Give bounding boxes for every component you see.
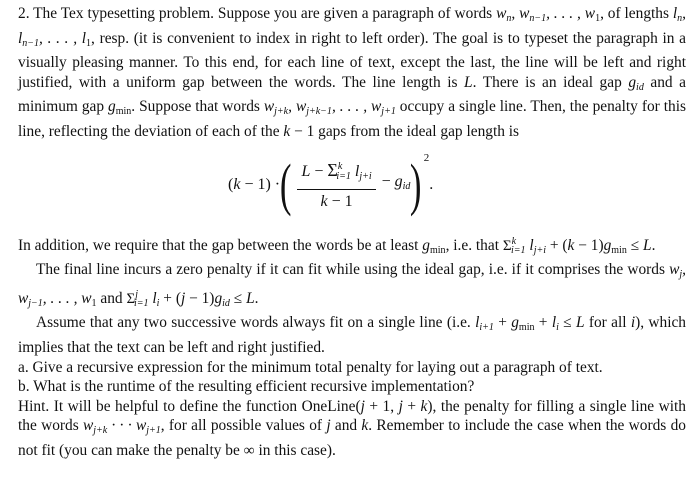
text-run: occupy a single line. Then, the penalty for this line, reflecting the deviation of each of the (18, 98, 686, 140)
text-run: in this case). (254, 441, 336, 459)
text-run: , for all possible values of (160, 417, 327, 435)
text-run: , of lengths (600, 5, 673, 22)
text-run: . Suppose that words (131, 98, 264, 116)
assumption-paragraph: Assume that any two successive words always fit on a single line (i.e. $l_{i+1} + g_{min} + l_i \le L$ for all i), which implies that the text can be left and right justified. (18, 314, 686, 356)
hint-paragraph: Hint. It will be helpful to define the function OneLine(j + 1, j + k), the penalty for filling a single line with the words $w_{j+k}$ · · · $w_{j+1}$, for all possible values of j and k. Remember to include the case when the words do not fit (you can make the penalty be ∞ in this case). (18, 397, 686, 459)
text-run: gaps from the ideal gap length is (314, 122, 520, 140)
text-run: and a minimum gap (18, 73, 687, 116)
min-gap-paragraph: In addition, we require that the gap between the words be at least $g_{min}$, i.e. that $\Sigma^k_{i=1}$ $l_{j+i} + (k - 1)g_{min} \le L$. (18, 235, 656, 256)
text-run: for all (584, 314, 631, 332)
text-run: . There is an ideal gap (472, 73, 629, 91)
question-a: a. Give a recursive expression for the minimum total penalty for laying out a paragraph of text. (18, 358, 603, 376)
penalty-formula (18, 146, 686, 224)
text-run: Assume that any two successive words always fit on a single line (i.e. (36, 314, 476, 332)
text-run: , i.e. that (445, 236, 503, 254)
text-run: ), which implies that the text can be left and right justified. (18, 314, 686, 356)
formula-fraction: $\frac{L - \Sigma^k_{i=1} l_{j+i}}{k - 1}$ (297, 157, 375, 211)
text-run: Hint. It will be helpful to define the function OneLine( (18, 397, 361, 415)
text-run: , resp. (it is convenient to index in right to left order). The goal is to typeset the paragraph in a visually pleasing manner. To this end, for each line of text, except the last, the line will be left and right justified, with a uniform gap between the words. The line length is (18, 29, 686, 91)
text-run: In addition, we require that the gap between the words be at least (18, 236, 423, 254)
text-run: 2. The Tex typesetting problem. Suppose you are given a paragraph of words (18, 5, 497, 22)
question-b: b. What is the runtime of the resulting efficient recursive implementation? (18, 378, 475, 396)
text-run: and (330, 417, 362, 435)
text-run: and (96, 289, 127, 307)
formula-body: (k − 1) · ( $\frac{L - \Sigma^k_{i=1} l_{j+i}}{k - 1}$ − $g_{id}$ ) 2 . (228, 151, 434, 217)
text-run: . Remember to include the case when the words do not fit (you can make the penalty be (18, 417, 686, 459)
text-run: The final line incurs a zero penalty if it can fit while using the ideal gap, i.e. if it comprises the words (36, 261, 670, 279)
problem-statement: 2. The Tex typesetting problem. Suppose you are given a paragraph of words $w_n$, $w_{n-1}$, . . . , $w_1$, of lengths $l_n$, $l_{n-1}$, . . . , $l_1$, resp. (it is convenient to index in right to left order). The goal is to typeset the paragraph in a visually pleasing manner. To this end, for each line of text, except the last, the line will be left and right justified, with a uniform gap between the words. The line length is L. There is an ideal gap $g_{id}$ and a minimum gap $g_{min}$. Suppose that words $w_{j+k}$, $w_{j+k-1}$, . . . , $w_{j+1}$ occupy a single line. Then, the penalty for this line, reflecting the deviation of each of the k − 1 gaps from the ideal gap length is (18, 5, 687, 140)
text-run: ), the penalty for filling a single line with the words (18, 397, 686, 435)
final-line-paragraph: The final line incurs a zero penalty if it can fit while using the ideal gap, i.e. if it comprises the words $w_j$, $w_{j-1}$, . . . , $w_1$ and $\Sigma^j_{i=1}$ $l_i + (j - 1)g_{id} \le L$. (18, 261, 686, 309)
